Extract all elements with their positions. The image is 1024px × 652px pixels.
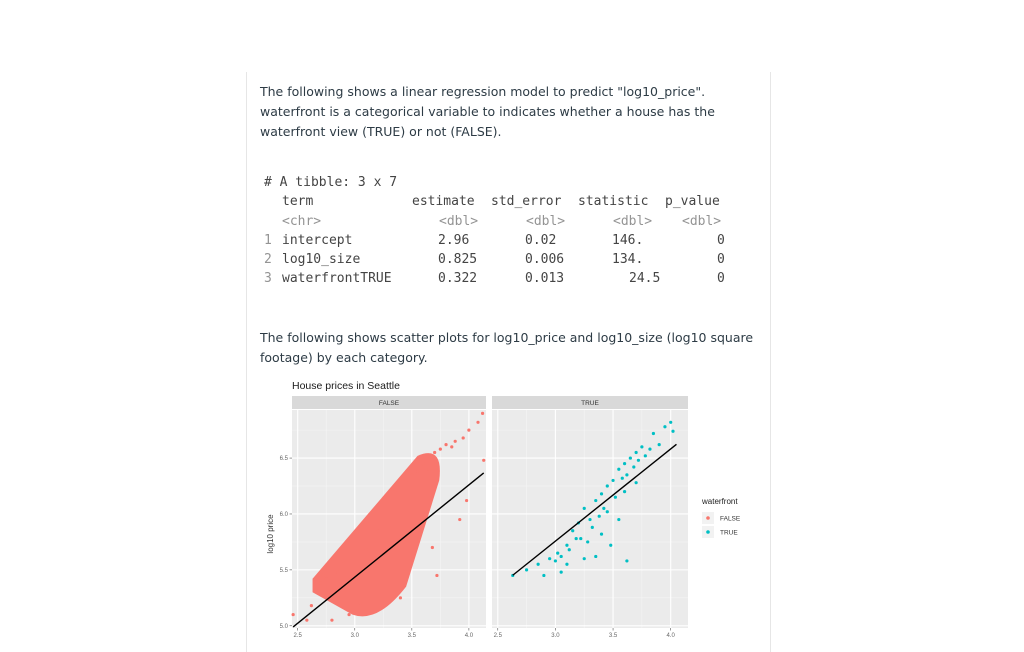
cell-term: intercept — [282, 232, 353, 248]
data-point — [588, 518, 591, 521]
data-point — [482, 459, 485, 462]
data-point — [444, 443, 447, 446]
data-point — [476, 421, 479, 424]
data-point — [347, 613, 350, 616]
cell-term: waterfrontTRUE — [282, 271, 392, 287]
tibble-row — [264, 269, 725, 288]
row-index: 1 — [264, 232, 272, 248]
row-index: 2 — [264, 252, 272, 268]
data-point — [617, 518, 620, 521]
data-point — [614, 496, 617, 499]
x-tick-label: 3.5 — [608, 633, 618, 639]
data-point — [467, 429, 470, 432]
data-point — [583, 557, 586, 560]
cell-term: log10_size — [282, 252, 361, 268]
scatter-plot — [260, 374, 780, 640]
tibble-row — [264, 231, 725, 250]
data-point — [399, 596, 402, 599]
data-point — [632, 465, 635, 468]
y-tick-label: 6.0 — [279, 511, 288, 518]
data-point — [598, 515, 601, 518]
tibble-output — [264, 173, 725, 289]
data-point — [422, 462, 425, 465]
cell-statistic: 146. — [612, 232, 644, 248]
cell-std-error: 0.02 — [525, 232, 557, 248]
data-point — [376, 529, 379, 532]
data-point — [321, 574, 324, 577]
data-point — [591, 526, 594, 529]
data-point — [617, 468, 620, 471]
cell-p-value: 0 — [717, 232, 725, 248]
cell-estimate: 0.825 — [438, 252, 478, 268]
data-point — [325, 577, 328, 580]
data-point — [537, 563, 540, 566]
data-point — [606, 484, 609, 487]
data-point — [319, 582, 322, 585]
data-point — [594, 499, 597, 502]
data-point — [454, 440, 457, 443]
x-tick-label: 4.0 — [464, 633, 474, 639]
data-point — [465, 499, 468, 502]
legend-swatch — [706, 530, 710, 534]
x-tick-label: 3.5 — [407, 633, 416, 639]
cell-statistic: 24.5 — [629, 271, 661, 287]
data-point — [393, 490, 396, 493]
data-point — [565, 544, 568, 547]
data-point — [462, 436, 465, 439]
data-point — [635, 451, 638, 454]
legend-title: waterfront — [702, 497, 738, 506]
facet-label: TRUE — [581, 400, 599, 407]
cell-statistic: 134. — [612, 252, 644, 268]
data-point — [575, 537, 578, 540]
cell-p-value: 0 — [717, 271, 725, 287]
col-estimate: estimate — [412, 194, 475, 210]
x-tick-label: 2.5 — [493, 633, 502, 639]
type-std-error: <dbl> — [526, 213, 566, 229]
data-point — [568, 548, 571, 551]
data-point — [637, 459, 640, 462]
data-point — [658, 443, 661, 446]
data-point — [606, 510, 609, 513]
data-point — [525, 568, 528, 571]
y-tick-label: 5.5 — [279, 567, 288, 574]
data-point — [586, 540, 589, 543]
legend-swatch — [706, 516, 710, 520]
x-tick-label: 4.0 — [666, 633, 675, 639]
data-point — [410, 473, 413, 476]
data-point — [629, 456, 632, 459]
x-tick-label: 2.5 — [293, 633, 302, 639]
intro-paragraph: The following shows a linear regression model to predict "log10_price". waterfront is a categorical variable to indicates whether a house has the waterfront view (TRUE) or not (FALSE). — [260, 84, 715, 139]
data-point — [648, 448, 651, 451]
legend — [701, 497, 741, 538]
data-point — [542, 574, 545, 577]
y-axis-label: log10 price — [266, 514, 275, 554]
data-point — [481, 412, 484, 415]
col-std-error: std_error — [491, 194, 562, 210]
data-point — [644, 454, 647, 457]
data-point — [427, 468, 430, 471]
x-tick-label: 3.0 — [551, 633, 560, 639]
row-index: 3 — [264, 271, 272, 287]
data-point — [625, 473, 628, 476]
data-point — [640, 445, 643, 448]
chart-title: House prices in Seattle — [292, 380, 400, 392]
col-term: term — [282, 194, 314, 210]
type-statistic: <dbl> — [613, 213, 653, 229]
data-point — [571, 529, 574, 532]
data-point — [565, 563, 568, 566]
data-point — [671, 430, 674, 433]
legend-item: TRUE — [720, 529, 738, 537]
data-point — [583, 507, 586, 510]
type-estimate: <dbl> — [439, 213, 479, 229]
data-point — [600, 492, 603, 495]
data-point — [336, 571, 339, 574]
type-p-value: <dbl> — [682, 213, 722, 229]
data-point — [342, 559, 345, 562]
data-point — [435, 574, 438, 577]
data-point — [623, 490, 626, 493]
type-term: <chr> — [282, 213, 322, 229]
facet-label: FALSE — [378, 400, 400, 407]
data-point — [450, 445, 453, 448]
y-tick-label: 5.0 — [279, 623, 288, 630]
data-point — [621, 477, 624, 480]
data-point — [556, 551, 559, 554]
data-point — [305, 619, 308, 622]
data-point — [652, 432, 655, 435]
data-point — [663, 425, 666, 428]
data-point — [611, 479, 614, 482]
data-point — [548, 557, 551, 560]
data-point — [579, 537, 582, 540]
data-point — [623, 462, 626, 465]
data-point — [609, 544, 612, 547]
data-point — [431, 546, 434, 549]
data-point — [416, 470, 419, 473]
data-point — [560, 555, 563, 558]
data-point — [439, 448, 442, 451]
data-point — [625, 559, 628, 562]
data-point — [387, 526, 390, 529]
cell-estimate: 2.96 — [438, 232, 470, 248]
col-p-value: p_value — [665, 194, 720, 210]
y-tick-label: 6.5 — [279, 456, 288, 463]
cell-std-error: 0.013 — [525, 271, 565, 287]
data-point — [458, 518, 461, 521]
tibble-header: # A tibble: 3 x 7 — [264, 175, 398, 190]
cell-p-value: 0 — [717, 252, 725, 268]
cell-std-error: 0.006 — [525, 252, 565, 268]
cell-estimate: 0.322 — [438, 271, 478, 287]
data-point — [594, 555, 597, 558]
data-point — [602, 507, 605, 510]
data-point — [554, 559, 557, 562]
tibble-row — [264, 250, 725, 269]
col-statistic: statistic — [578, 194, 649, 210]
data-point — [292, 613, 295, 616]
data-point — [635, 481, 638, 484]
data-point — [669, 421, 672, 424]
data-point — [600, 532, 603, 535]
scatter-paragraph: The following shows scatter plots for log10_price and log10_size (log10 square footage) by each category. — [260, 330, 754, 365]
data-point — [433, 451, 436, 454]
data-point — [405, 479, 408, 482]
data-point — [359, 602, 362, 605]
x-tick-label: 3.0 — [350, 633, 359, 639]
data-point — [310, 604, 313, 607]
data-point — [365, 548, 368, 551]
legend-item: FALSE — [720, 515, 741, 523]
data-point — [330, 619, 333, 622]
data-point — [560, 571, 563, 574]
